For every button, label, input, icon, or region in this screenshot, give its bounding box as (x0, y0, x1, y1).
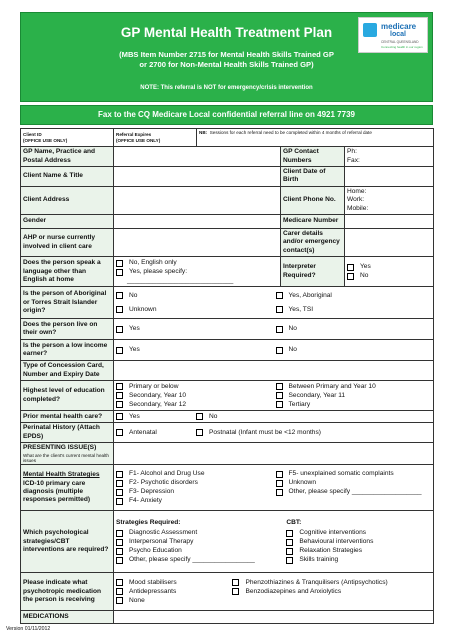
f1-option[interactable] (116, 470, 272, 479)
diagnostic-assessment-option[interactable] (116, 529, 282, 538)
relaxation-label: Relaxation Strategies (299, 547, 363, 555)
behavioural-option[interactable] (286, 538, 431, 547)
f3-option[interactable] (116, 488, 272, 497)
client-dob-label: Client Date of Birth (281, 167, 345, 187)
phenzothiazines-label: Phenzothiazines & Tranquilisers (Antipsychotics) (245, 578, 388, 586)
aboriginal-tsi-label: Yes, TSI (288, 305, 314, 313)
cognitive-option[interactable] (286, 529, 431, 538)
client-address-field[interactable] (114, 186, 281, 214)
medication-options (114, 573, 434, 611)
antenatal-option[interactable] (116, 428, 196, 437)
checkbox-icon[interactable] (276, 383, 283, 390)
icd-label-cell (21, 465, 114, 511)
checkbox-icon[interactable] (276, 401, 283, 408)
relaxation-option[interactable] (286, 547, 431, 556)
psycho-education-label: Psycho Education (129, 547, 182, 555)
presenting-subtitle: What are the client's current mental health issues (23, 452, 109, 464)
medications-label: MEDICATIONS (21, 611, 114, 624)
checkbox-icon[interactable] (116, 480, 123, 487)
gp-contact-field[interactable] (345, 147, 434, 167)
aboriginal-tsi-option[interactable] (276, 305, 432, 314)
checkbox-icon[interactable] (116, 597, 123, 604)
other-strategy-option[interactable] (116, 556, 282, 565)
antidepressants-option[interactable] (116, 587, 228, 596)
prior-mh-yes-option[interactable] (116, 412, 196, 421)
medication-question: Please indicate what psychotropic medication the person is receiving (21, 573, 114, 611)
yes-label: Yes (129, 412, 140, 420)
client-id-label: Client ID (23, 132, 42, 138)
postnatal-option[interactable] (196, 428, 321, 437)
client-name-label: Client Name & Title (21, 167, 114, 187)
income-question: Is the person a low income earner? (21, 340, 114, 361)
edu-between-option[interactable] (276, 382, 432, 391)
logo-text-3: CENTRAL QUEENSLAND (381, 40, 419, 44)
aboriginal-no-option[interactable] (116, 291, 272, 300)
client-phone-label: Client Phone No. (281, 186, 345, 214)
checkbox-icon[interactable] (276, 347, 283, 354)
checkbox-icon[interactable] (347, 264, 354, 271)
live-alone-yes-option[interactable] (116, 325, 272, 334)
interpreter-options (345, 257, 434, 287)
presenting-issues-field[interactable] (114, 443, 434, 465)
other-strategy-label: Other, please specify _________________ (129, 556, 255, 564)
prior-mh-no-option[interactable] (196, 412, 217, 421)
checkbox-icon[interactable] (116, 260, 123, 267)
perinatal-options (114, 423, 434, 443)
checkbox-icon[interactable] (116, 471, 123, 478)
nb-label: NB: (199, 130, 208, 135)
ahp-field[interactable] (114, 229, 281, 257)
no-label: No (288, 325, 297, 333)
cbt-heading: CBT: (286, 518, 302, 526)
checkbox-icon[interactable] (276, 392, 283, 399)
english-specify-line[interactable]: _____________________________ (127, 276, 234, 284)
work-label: Work: (347, 196, 365, 204)
perinatal-label: Perinatal History (Attach EPDS) (21, 423, 114, 443)
checkbox-icon[interactable] (276, 471, 283, 478)
other-diagnosis-label: Other, please specify ___________________ (288, 488, 422, 496)
interpersonal-label: Interpersonal Therapy (129, 538, 194, 546)
medicare-local-logo (358, 17, 428, 53)
checkbox-icon[interactable] (116, 383, 123, 390)
yes-label: Yes (129, 346, 140, 354)
aboriginal-yes-label: Yes, Aboriginal (288, 291, 332, 299)
f2-label: F2- Psychotic disorders (129, 479, 198, 487)
checkbox-icon[interactable] (276, 480, 283, 487)
logo-text-4: Connecting health in our region (381, 45, 423, 49)
english-only-option[interactable] (116, 259, 278, 268)
version-text: Version 01/11/2012 (6, 626, 51, 632)
aboriginal-unknown-label: Unknown (129, 305, 157, 313)
cognitive-label: Cognitive interventions (299, 529, 367, 537)
carer-field[interactable] (345, 229, 434, 257)
checkbox-icon[interactable] (116, 539, 123, 546)
english-yes-option[interactable] (116, 268, 278, 277)
no-label: No (288, 346, 297, 354)
mobile-label: Mobile: (347, 204, 369, 212)
checkbox-icon[interactable] (116, 489, 123, 496)
checkbox-icon[interactable] (196, 413, 203, 420)
edu-primary-option[interactable] (116, 382, 272, 391)
unknown-label: Unknown (288, 479, 316, 487)
edu-year10-option[interactable] (116, 391, 272, 400)
subtitle-line-2: or 2700 for Non-Mental Health Skills Trained GP) (139, 60, 314, 69)
gp-name-label: GP Name, Practice and Postal Address (21, 147, 114, 167)
checkbox-icon[interactable] (276, 326, 283, 333)
aboriginal-options (114, 287, 434, 319)
checkbox-icon[interactable] (286, 557, 293, 564)
interpreter-yes-option[interactable] (347, 263, 431, 272)
benzodiazepines-option[interactable] (232, 587, 431, 596)
interpreter-label: Interpreter Required? (281, 257, 345, 287)
gender-label: Gender (21, 215, 114, 229)
edu-tertiary-option[interactable] (276, 400, 432, 409)
checkbox-icon[interactable] (276, 306, 283, 313)
checkbox-icon[interactable] (116, 579, 123, 586)
office-use-label: (OFFICE USE ONLY) (23, 137, 68, 143)
referral-form-table (20, 128, 434, 624)
strategies-required-heading: Strategies Required: (116, 518, 181, 526)
referral-expires-label: Referral Expires (116, 132, 152, 138)
checkbox-icon[interactable] (116, 347, 123, 354)
antidepressants-label: Antidepressants (129, 587, 177, 595)
income-options (114, 340, 434, 361)
checkbox-icon[interactable] (116, 557, 123, 564)
header-banner (20, 12, 433, 102)
aboriginal-yes-option[interactable] (276, 291, 432, 300)
fax-banner: Fax to the CQ Medicare Local confidential referral line on 4921 7739 (20, 105, 433, 125)
checkbox-icon[interactable] (116, 392, 123, 399)
checkbox-icon[interactable] (116, 269, 123, 276)
icd-label: ICD-10 primary care diagnosis (multiple responses permitted) (23, 479, 91, 504)
checkbox-icon[interactable] (286, 548, 293, 555)
live-alone-question: Does the person live on their own? (21, 319, 114, 340)
client-phone-field[interactable] (345, 186, 434, 214)
ahp-label: AHP or nurse currently involved in client care (21, 229, 114, 257)
income-no-option[interactable] (276, 346, 432, 355)
diagnostic-assessment-label: Diagnostic Assessment (129, 529, 198, 537)
aboriginal-no-label: No (129, 291, 138, 299)
english-only-label: No, English only (129, 258, 177, 266)
mood-stabilisers-label: Mood stabilisers (129, 578, 177, 586)
interpreter-no-option[interactable] (347, 272, 431, 281)
client-name-field[interactable] (114, 167, 281, 187)
checkbox-icon[interactable] (286, 539, 293, 546)
other-diagnosis-option[interactable] (276, 488, 432, 497)
checkbox-icon[interactable] (116, 498, 123, 505)
education-question: Highest level of education completed? (21, 381, 114, 411)
no-label: No (360, 272, 369, 280)
interpersonal-option[interactable] (116, 538, 282, 547)
logo-mark-icon (363, 23, 377, 37)
gender-field[interactable] (114, 215, 281, 229)
logo-text-1: medicare (381, 22, 417, 31)
medicare-number-label: Medicare Number (281, 215, 345, 229)
f4-option[interactable] (116, 497, 272, 506)
checkbox-icon[interactable] (232, 579, 239, 586)
nb-cell (197, 129, 434, 147)
subtitle-line-1: (MBS Item Number 2715 for Mental Health Skills Trained GP (119, 50, 334, 59)
edu-primary-label: Primary or below (129, 382, 179, 390)
f1-label: F1- Alcohol and Drug Use (129, 470, 205, 478)
concession-field[interactable] (114, 361, 434, 381)
medications-field[interactable] (114, 611, 434, 624)
f4-label: F4- Anxiety (129, 497, 162, 505)
carer-label: Carer details and/or emergency contact(s) (281, 229, 345, 257)
edu-year10-label: Secondary, Year 10 (129, 391, 187, 399)
checkbox-icon[interactable] (116, 429, 123, 436)
checkbox-icon[interactable] (116, 306, 123, 313)
checkbox-icon[interactable] (116, 530, 123, 537)
english-options (114, 257, 281, 287)
psycho-education-option[interactable] (116, 547, 282, 556)
presenting-issues-label (21, 443, 114, 465)
checkbox-icon[interactable] (276, 292, 283, 299)
skills-training-option[interactable] (286, 556, 431, 565)
gp-name-field[interactable] (114, 147, 281, 167)
yes-label: Yes (360, 263, 371, 271)
checkbox-icon[interactable] (276, 489, 283, 496)
concession-label: Type of Concession Card, Number and Expiry Date (21, 361, 114, 381)
benzodiazepines-label: Benzodiazepines and Anxiolytics (245, 587, 342, 595)
prior-mh-options (114, 411, 434, 423)
nb-text: Sessions for each referral need to be completed within 4 months of referral date (209, 130, 372, 135)
header-subtitle (81, 50, 372, 70)
fax-label: Fax: (347, 156, 360, 164)
f3-label: F3- Depression (129, 488, 175, 496)
unknown-option[interactable] (276, 479, 432, 488)
aboriginal-unknown-option[interactable] (116, 305, 272, 314)
edu-year11-label: Secondary, Year 11 (288, 391, 346, 399)
edu-tertiary-label: Tertiary (288, 400, 311, 408)
prior-mh-label: Prior mental health care? (21, 411, 114, 423)
behavioural-label: Behavioural interventions (299, 538, 374, 546)
home-label: Home: (347, 187, 367, 195)
checkbox-icon[interactable] (196, 429, 203, 436)
icd-options (114, 465, 434, 511)
f5-option[interactable] (276, 470, 432, 479)
yes-label: Yes (129, 325, 140, 333)
live-alone-options (114, 319, 434, 340)
checkbox-icon[interactable] (286, 530, 293, 537)
medicare-number-field[interactable] (345, 215, 434, 229)
f5-label: F5- unexplained somatic complaints (288, 470, 394, 478)
live-alone-no-option[interactable] (276, 325, 432, 334)
f2-option[interactable] (116, 479, 272, 488)
phenzothiazines-option[interactable] (232, 578, 431, 587)
office-use-label-2: (OFFICE USE ONLY) (116, 137, 161, 143)
edu-year12-option[interactable] (116, 400, 272, 409)
psych-strategies-question: Which psychological strategies/CBT interventions are required? (21, 511, 114, 573)
strategies-heading: Mental Health Strategies (23, 471, 100, 479)
income-yes-option[interactable] (116, 346, 272, 355)
client-address-label: Client Address (21, 186, 114, 214)
education-options (114, 381, 434, 411)
no-label: No (209, 412, 218, 420)
checkbox-icon[interactable] (232, 588, 239, 595)
english-question: Does the person speak a language other than English at home (21, 257, 114, 287)
logo-text-2: local (390, 31, 406, 38)
checkbox-icon[interactable] (347, 273, 354, 280)
psych-strategies-options (114, 511, 434, 573)
client-dob-field[interactable] (345, 167, 434, 187)
header-note: NOTE: This referral is NOT for emergency/crisis intervention (140, 85, 313, 91)
presenting-title: PRESENTING ISSUE(S) (23, 444, 97, 452)
form-page (20, 12, 433, 624)
checkbox-icon[interactable] (116, 588, 123, 595)
checkbox-icon[interactable] (116, 413, 123, 420)
skills-training-label: Skills training (299, 556, 339, 564)
none-label: None (129, 596, 145, 604)
none-option[interactable] (116, 596, 228, 605)
edu-year11-option[interactable] (276, 391, 432, 400)
checkbox-icon[interactable] (116, 326, 123, 333)
gp-contact-label: GP Contact Numbers (281, 147, 345, 167)
checkbox-icon[interactable] (116, 548, 123, 555)
mood-stabilisers-option[interactable] (116, 578, 228, 587)
antenatal-label: Antenatal (129, 428, 157, 436)
client-id-cell[interactable] (21, 129, 114, 147)
edu-year12-label: Secondary, Year 12 (129, 400, 187, 408)
ph-label: Ph: (347, 148, 357, 156)
page-title: GP Mental Health Treatment Plan (120, 25, 333, 40)
edu-between-label: Between Primary and Year 10 (288, 382, 376, 390)
english-yes-label: Yes, please specify: (129, 267, 188, 275)
checkbox-icon[interactable] (116, 292, 123, 299)
aboriginal-question: Is the person of Aboriginal or Torres Strait Islander origin? (21, 287, 114, 319)
postnatal-label: Postnatal (Infant must be <12 months) (209, 428, 321, 436)
referral-expires-cell[interactable] (114, 129, 197, 147)
checkbox-icon[interactable] (116, 401, 123, 408)
